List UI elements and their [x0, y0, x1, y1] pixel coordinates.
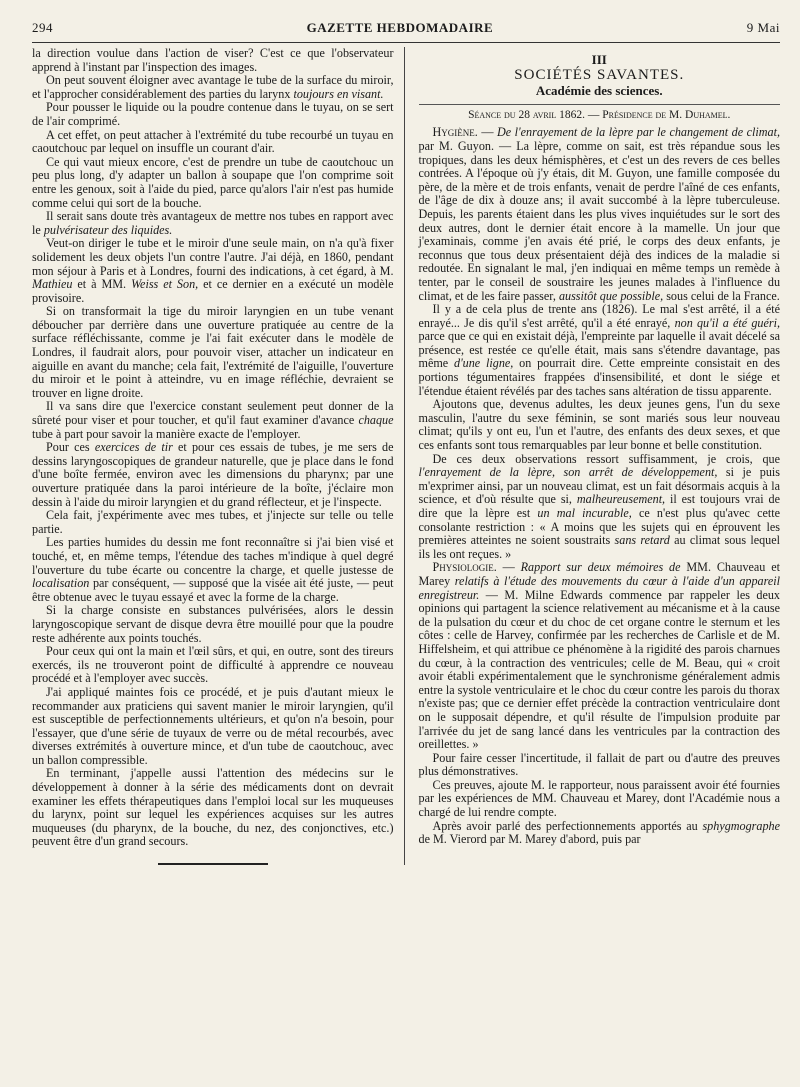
paragraph: Pour pousser le liquide ou la poudre contenue dans le tuyau, on se sert de l'air comprimé.: [32, 100, 394, 128]
paragraph: J'ai appliqué maintes fois ce procédé, et je puis d'autant mieux le recommander aux praticiens qui savent manier le miroir laryngien, qu'il est susceptible de perfectionnements ultérieurs, et qu'on n'a besoin, pour l'essayer, que d'une série de tuyaux de verre ou de métal recourbés, avec diverses extrémités à ouverture mince, et d'un tube de caoutchouc, avec un ballon compressible.: [32, 684, 394, 767]
paragraph: Pour ces exercices de tir et pour ces essais de tubes, je me sers de dessins laryngoscopiques de grandeur naturelle, que je place dans le fond d'une boîte fermée, environ avec les dimensions du pharynx; par une ouverture pratiquée dans la paroi intérieure de la boîte, j'éclaire mon dessin à l'aide du miroir laryngien et du grand réflecteur, et je l'inspecte.: [32, 440, 394, 509]
paragraph: la direction voulue dans l'action de viser? C'est ce que l'observateur apprend à l'instant par l'inspection des images.: [32, 46, 394, 74]
paragraph: Pour ceux qui ont la main et l'œil sûrs, et qui, en outre, sont des tireurs exercés, ils ne trouveront point de difficulté à apprendre ce nouveau procédé et à l'employer avec succès.: [32, 644, 394, 686]
section-subtitle: Académie des sciences.: [535, 83, 663, 99]
paragraph: Après avoir parlé des perfectionnements apportés au sphygmographe de M. Vierord par M. Marey d'abord, puis par: [418, 818, 781, 847]
issue-date: 9 Mai: [746, 20, 780, 35]
paragraph: En terminant, j'appelle aussi l'attention des médecins sur le développement à donner à la série des médicaments dont on devrait examiner les effets thérapeutiques dans l'emploi local sur les muqueuses du larynx, point sur lequel les expériences acquises sur les autres muqueuses (du pharynx, de la bouche, du nez, des conjonctives, etc.) peuvent être d'un grand secours.: [32, 766, 394, 849]
section-number: III: [591, 52, 607, 67]
paragraph: Il va sans dire que l'exercice constant seulement peut donner de la sûreté pour viser et pour toucher, et qu'il faut examiner d'avance chaque tube à part pour savoir la manière exacte de l'employer.: [32, 399, 394, 441]
journal-title: GAZETTE HEBDOMADAIRE: [306, 20, 494, 35]
paragraph: Pour faire cesser l'incertitude, il fallait de part ou d'autre des preuves plus démonstratives.: [418, 750, 781, 779]
paragraph: Physiologie. — Rapport sur deux mémoires de MM. Chauveau et Marey relatifs à l'étude des mouvements du cœur à l'aide d'un appareil enregistreur. — M. Milne Edwards commence par rappeler les deux opinions qui partagent la science relativement au mécanisme et à la cause de la pulsation du cœur et du choc de cet organe contre le sternum et les côtes : celle de Harvey, confirmée par les recherches de Carlisle et de M. Hiffelsheim, et qui attribue ce phénomène à la rigidité des parois charnues du cœur, à la contraction des ventricules; celle de M. Beau, qui « croit avoir établi expérimentalement que le synchronisme généralement admis entre la systole ventriculaire et le choc du cœur contre les parois du thorax n'existe pas; que ce dernier effet précède la contraction ventriculaire dont on le supposait dépendre, et qu'il résulte de l'impulsion produite par l'arrivée du jet de sang lancé dans les ventricules par la contraction des oreillettes. »: [418, 560, 781, 752]
end-rule: [158, 863, 268, 865]
session-line: Séance du 28 avril 1862. — Présidence de M. Duhamel.: [419, 104, 781, 123]
right-column: [411, 47, 781, 865]
paragraph: On peut souvent éloigner avec avantage le tube de la surface du miroir, et l'approcher considérablement des parties du larynx toujours en visant.: [32, 73, 394, 101]
paragraph: Il y a de cela plus de trente ans (1826). Le mal s'est arrêté, il a été enrayé... Je dis qu'il s'est arrêté, qu'il a été enrayé, non qu'il a été guéri, parce que ce qui en existait déjà, l'empreinte par laquelle il avait décelé sa présence, est restée ce qu'elle était, mais sans s'étendre davantage, pas même d'une ligne, on pourrait dire. Cette empreinte consistait en des portions tégumentaires frappées d'insensibilité, et dont le siége et l'étendue étaient révélés par des taches sans altération de tissu apparente.: [418, 302, 781, 398]
paragraph: Il serait sans doute très avantageux de mettre nos tubes en rapport avec le pulvérisateur des liquides.: [32, 209, 394, 237]
paragraph: Ces preuves, ajoute M. le rapporteur, nous paraissent avoir été fournies par les expériences de MM. Chauveau et Marey, dont l'Académie nous a chargé de lui rendre compte.: [418, 777, 781, 820]
paragraph: De ces deux observations ressort suffisamment, je crois, que l'enrayement de la lèpre, son arrêt de développement, si je puis m'exprimer ainsi, par un nouveau climat, est un fait désormais acquis à la science, et d'où résulte que si, malheureusement, il est toujours vrai de dire que la lèpre est un mal incurable, ce n'est plus qu'avec cette consolante restriction : « A moins que les sujets qui en éprouvent les premières atteintes ne soient soustraits sans retard au climat sous lequel ils les ont reçues. »: [418, 451, 781, 561]
paragraph: Si la charge consiste en substances pulvérisées, alors le dessin laryngoscopique servant de disque devra être mouillé pour que la poudre reste adhérente aux points touchés.: [32, 603, 394, 645]
paragraph: Veut-on diriger le tube et le miroir d'une seule main, on n'a qu'à fixer solidement les deux objets l'un contre l'autre. J'ai déjà, en 1860, pendant mon séjour à Paris et à Londres, fourni des indications, à cet égard, à M. Mathieu et à MM. Weiss et Son, et ce dernier en a exécuté un modèle provisoire.: [32, 236, 394, 305]
paragraph: Ce qui vaut mieux encore, c'est de prendre un tube de caoutchouc un peu plus long, d'y adapter un ballon à soupape que l'on comprime soit entre les genoux, soit à l'aide du pied, parce qu'alors l'air n'est pas humide comme celui qui sort de la bouche.: [32, 154, 394, 210]
paragraph: Ajoutons que, devenus adultes, les deux jeunes gens, l'un du sexe masculin, l'autre du sexe féminin, se sont mariés sous leur nouveau climat; qu'ils y ont eu, l'un et l'autre, des enfants des deux sexes, et que ces enfants sont tous remarquables par leur bonne et belle constitution.: [418, 397, 781, 453]
left-column: [32, 47, 404, 865]
two-column-body: [32, 47, 780, 865]
page-header: [32, 20, 780, 43]
paragraph: Hygiène. — De l'enrayement de la lèpre par le changement de climat, par M. Guyon. — La lèpre, comme on sait, est très répandue sous les tropiques, dans les deux hémisphères, et c'est un des revers de ces belles contrées. A l'époque où j'y étais, dit M. Guyon, une famille composée du père, de la mère et de trois enfants, venait de perdre l'aîné de ces enfants, de l'âge de dix à douze ans; il avait succombé à la lèpre tuberculeuse. Depuis, les parents étaient dans les plus vives inquiétudes sur le sort des deux autres, dont le dernier était encore à la mamelle. Un jour que j'examinais, comme j'en avais été prié, le corps des deux enfants, je reconnus que tous deux présentaient déjà des indices de la maladie si redoutée. En signalant le mal, j'en indiquai en même temps un remède à tenter, par le conseil de soustraire les jeunes malades à l'influence du climat, et de les faire passer, aussitôt que possible, sous celui de la France.: [418, 125, 781, 303]
page-number: 294: [32, 20, 53, 35]
paragraph: A cet effet, on peut attacher à l'extrémité du tube recourbé un tuyau en caoutchouc par lequel on insuffle un courant d'air.: [32, 127, 394, 156]
column-divider: [404, 47, 405, 865]
paragraph: Cela fait, j'expérimente avec mes tubes, et j'injecte sur telle ou telle partie.: [32, 508, 394, 536]
section-title: SOCIÉTÉS SAVANTES.: [514, 66, 685, 83]
paragraph: Les parties humides du dessin me font reconnaître si j'ai bien visé et touché, et, en même temps, l'étendue des taches m'indique à quel degré l'ouverture du tube écarte ou concentre la charge, et quelle justesse de localisation par conséquent, — supposé que la visée ait été juste, — peut être obtenue avec le tuyau essayé et avec la forme de la charge.: [32, 535, 394, 604]
paragraph: Si on transformait la tige du miroir laryngien en un tube venant déboucher par derrière dans une ouverture pratiquée au centre de la surface réfléchissante, comme je l'ai fait exécuter dans le modèle de Londres, il faudrait alors, pour pouvoir viser, attacher un indicateur en aiguille en avant du manche; cela fait, l'extrémité de l'aiguille, l'ouverture du miroir et le point à atteindre, vu en image réfléchie, devraient se trouver en ligne droite.: [32, 304, 394, 400]
